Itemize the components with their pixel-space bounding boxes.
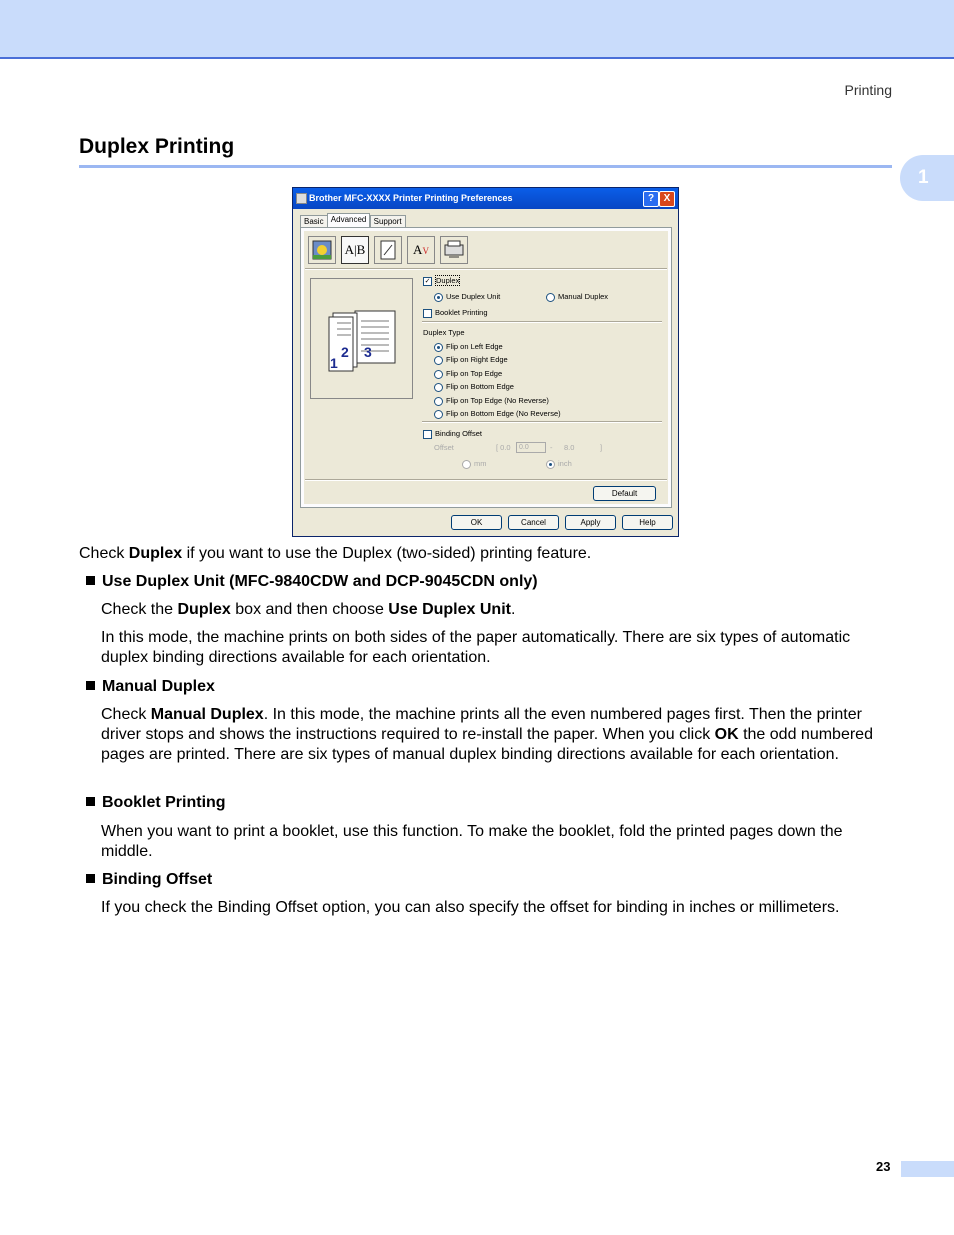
duplex-type-bottom[interactable]: Flip on Bottom Edge xyxy=(434,382,514,392)
tab-basic[interactable]: Basic xyxy=(300,215,328,227)
dialog-title: Brother MFC-XXXX Printer Printing Preferences xyxy=(309,193,513,203)
booklet-printing-p1: When you want to print a booklet, use this function. To make the booklet, fold the printed pages down the middle. xyxy=(101,823,843,860)
print-quality-icon[interactable] xyxy=(308,236,336,264)
binding-offset-p1: If you check the Binding Offset option, you can also specify the offset for binding in inches or millimeters. xyxy=(101,899,840,916)
device-options-icon[interactable] xyxy=(440,236,468,264)
offset-label: Offset xyxy=(434,443,454,452)
bullet-square-icon xyxy=(86,681,95,690)
duplex-type-top-no-reverse[interactable]: Flip on Top Edge (No Reverse) xyxy=(434,396,549,406)
dialog-tabs xyxy=(300,213,403,227)
duplex-type-label: Duplex Type xyxy=(423,328,465,337)
use-duplex-unit-radio[interactable]: Use Duplex Unit xyxy=(434,292,500,302)
page-number-1: 1 xyxy=(330,355,338,371)
bullet-use-duplex-unit: Use Duplex Unit (MFC-9840CDW and DCP-9045CDN only) xyxy=(86,572,538,592)
unit-mm-radio[interactable]: mm xyxy=(462,459,487,469)
tab-support[interactable]: Support xyxy=(370,215,406,227)
duplex-checkbox[interactable]: ✓ Duplex xyxy=(424,276,460,285)
offset-range-sep: - xyxy=(550,443,553,452)
advanced-panel xyxy=(300,227,672,508)
duplex-ab-icon[interactable]: A|B xyxy=(341,236,369,264)
page-title: Duplex Printing xyxy=(79,135,235,158)
offset-range-close: ] xyxy=(600,443,603,452)
section-label: Printing xyxy=(844,82,892,98)
footer-band xyxy=(901,1161,954,1177)
page-number-2: 2 xyxy=(341,344,349,360)
printing-preferences-dialog xyxy=(292,187,679,537)
unit-inch-radio[interactable]: inch xyxy=(546,459,572,469)
page-number: 23 xyxy=(876,1159,891,1174)
duplex-preview xyxy=(310,278,413,399)
use-duplex-unit-p2: In this mode, the machine prints on both sides of the paper automatically. There are six types of automatic duplex binding directions available for each orientation. xyxy=(101,629,851,666)
manual-duplex-radio[interactable]: Manual Duplex xyxy=(546,292,608,302)
offset-range-open: [ 0.0 xyxy=(496,443,511,452)
offset-range-max: 8.0 xyxy=(564,443,575,452)
scaling-av-icon[interactable]: AV xyxy=(407,236,435,264)
bullet-square-icon xyxy=(86,797,95,806)
watermark-icon[interactable] xyxy=(374,236,402,264)
tab-advanced[interactable]: Advanced xyxy=(327,213,371,227)
booklet-printing-checkbox[interactable]: Booklet Printing xyxy=(423,308,488,318)
title-rule xyxy=(79,165,892,168)
apply-button[interactable]: Apply xyxy=(565,515,616,530)
duplex-type-right[interactable]: Flip on Right Edge xyxy=(434,355,508,365)
manual-duplex-p1: Check Manual Duplex. In this mode, the machine prints all the even numbered pages first. Then the printer driver stops and shows the instructions required to re-install the paper. When you click OK the odd numbered pages are printed. There are six types of manual duplex binding directions available for each orientation. xyxy=(101,706,873,763)
page-number-3: 3 xyxy=(364,344,372,360)
bullet-manual-duplex: Manual Duplex xyxy=(86,677,215,697)
dialog-titlebar xyxy=(293,188,678,209)
intro-paragraph: Check Duplex if you want to use the Duplex (two-sided) printing feature. xyxy=(79,545,592,562)
bullet-square-icon xyxy=(86,874,95,883)
header-band xyxy=(0,0,954,59)
help-button[interactable]: Help xyxy=(622,515,673,530)
duplex-type-top[interactable]: Flip on Top Edge xyxy=(434,369,502,379)
bullet-binding-offset: Binding Offset xyxy=(86,870,212,890)
duplex-type-left[interactable]: Flip on Left Edge xyxy=(434,342,503,352)
default-button[interactable]: Default xyxy=(593,486,656,501)
ok-button[interactable]: OK xyxy=(451,515,502,530)
duplex-type-bottom-no-reverse[interactable]: Flip on Bottom Edge (No Reverse) xyxy=(434,409,561,419)
help-title-button[interactable]: ? xyxy=(643,191,659,207)
use-duplex-unit-p1: Check the Duplex box and then choose Use Duplex Unit. xyxy=(101,601,516,618)
chapter-tab: 1 xyxy=(900,155,954,201)
bullet-booklet-printing: Booklet Printing xyxy=(86,793,226,813)
printer-icon xyxy=(296,193,307,204)
binding-offset-checkbox[interactable]: Binding Offset xyxy=(423,429,482,439)
cancel-button[interactable]: Cancel xyxy=(508,515,559,530)
bullet-square-icon xyxy=(86,576,95,585)
offset-input[interactable]: 0.0 xyxy=(516,442,546,453)
close-icon[interactable]: X xyxy=(659,191,675,207)
